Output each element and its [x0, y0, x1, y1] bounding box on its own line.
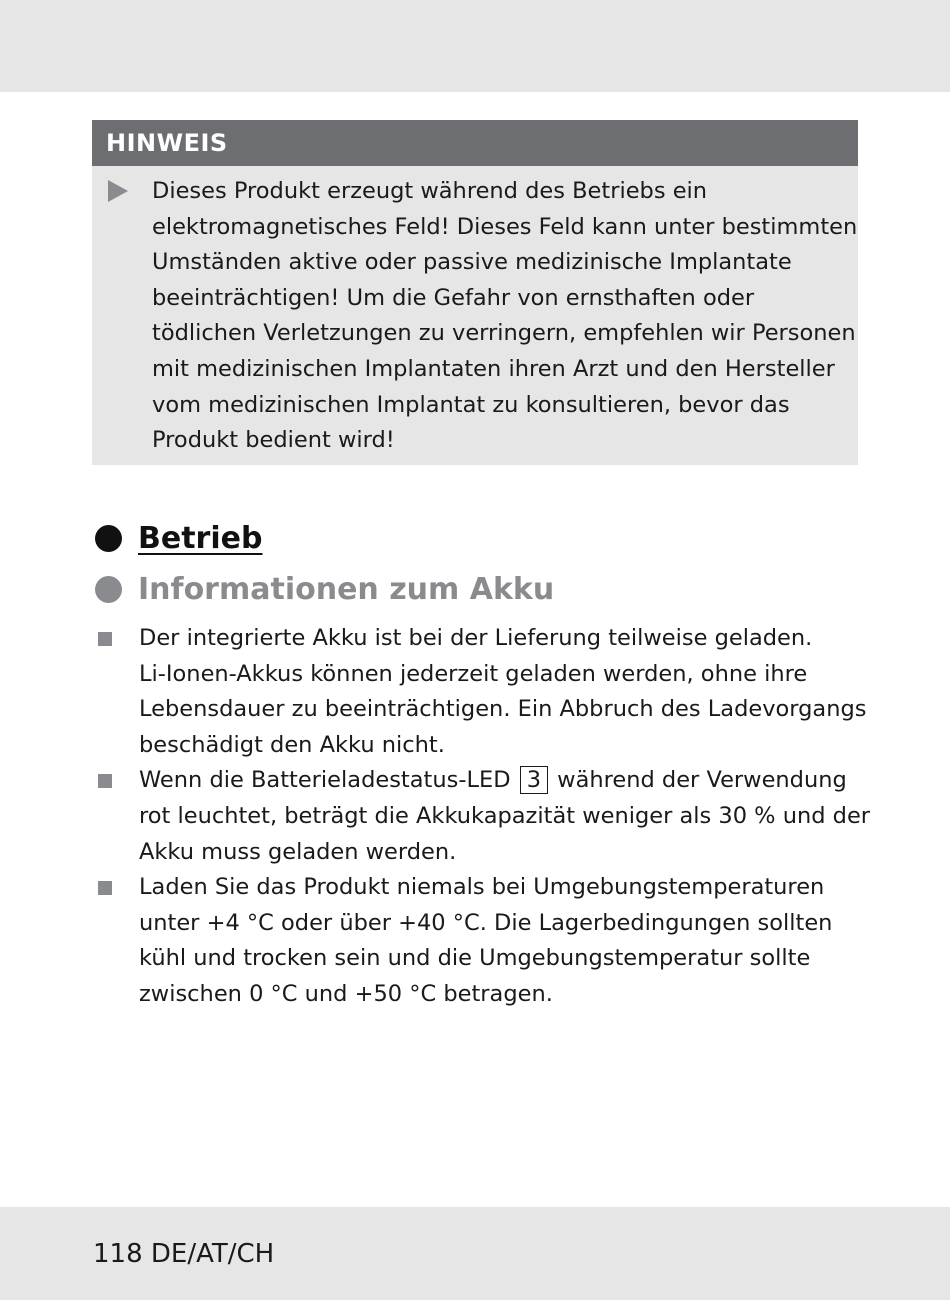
- notice-line: beeinträchtigen! Um die Gefahr von ernsthaften oder: [152, 284, 755, 311]
- notice-text: [152, 174, 858, 459]
- list-item-line: Der integrierte Akku ist bei der Lieferung teilweise geladen.: [139, 625, 813, 651]
- grey-circle-icon: [95, 576, 122, 603]
- list-item-line: Li-Ionen-Akkus können jederzeit geladen werden, ohne ihre: [139, 660, 808, 687]
- list-item-text: während der Verwendung: [557, 767, 847, 794]
- list-item-line: rot leuchtet, beträgt die Akkukapazität weniger als 30 % und der: [139, 802, 871, 829]
- subsection-title: Informationen zum Akku: [138, 572, 555, 607]
- section-title: Betrieb: [138, 521, 263, 556]
- notice-line: Dieses Produkt erzeugt während des Betriebs ein: [152, 178, 708, 204]
- section-heading: [95, 521, 262, 556]
- square-bullet-icon: [98, 774, 112, 788]
- reference-number-box: 3: [520, 766, 548, 794]
- list-item: [96, 870, 876, 1012]
- notice-box: [92, 120, 858, 465]
- top-margin-band: [0, 0, 950, 92]
- list-item-text: Wenn die Batterieladestatus-LED: [139, 767, 511, 794]
- square-bullet-icon: [98, 881, 112, 895]
- list-item-line: kühl und trocken sein und die Umgebungstemperatur sollte: [139, 945, 811, 972]
- black-circle-icon: [95, 525, 122, 552]
- list-item-line: beschädigt den Akku nicht.: [139, 731, 445, 758]
- list-item: [96, 763, 876, 870]
- list-item-line: unter +4 °C oder über +40 °C. Die Lagerbedingungen sollten: [139, 909, 833, 936]
- notice-line: Umständen aktive oder passive medizinische Implantate: [152, 249, 792, 276]
- notice-title: HINWEIS: [92, 120, 858, 166]
- list-item-line: zwischen 0 °C und +50 °C betragen.: [139, 980, 553, 1007]
- square-bullet-icon: [98, 632, 112, 646]
- notice-line: tödlichen Verletzungen zu verringern, empfehlen wir Personen: [152, 320, 856, 347]
- notice-line: vom medizinischen Implantat zu konsultieren, bevor das: [152, 391, 790, 418]
- notice-line: mit medizinischen Implantaten ihren Arzt und den Hersteller: [152, 355, 835, 382]
- page-footer: 118 DE/AT/CH: [93, 1239, 275, 1269]
- triangle-bullet-icon: [108, 180, 128, 202]
- list-item: [96, 621, 876, 763]
- list-item-line: Akku muss geladen werden.: [139, 838, 457, 865]
- list-item-line: Laden Sie das Produkt niemals bei Umgebungstemperaturen: [139, 874, 825, 901]
- subsection-heading: [95, 572, 554, 607]
- list-item-line: Lebensdauer zu beeinträchtigen. Ein Abbruch des Ladevorgangs: [139, 696, 867, 723]
- bullet-list: [96, 621, 876, 1013]
- notice-line: elektromagnetisches Feld! Dieses Feld kann unter bestimmten: [152, 213, 858, 240]
- list-item-line: [139, 763, 876, 799]
- notice-line: Produkt bedient wird!: [152, 427, 395, 454]
